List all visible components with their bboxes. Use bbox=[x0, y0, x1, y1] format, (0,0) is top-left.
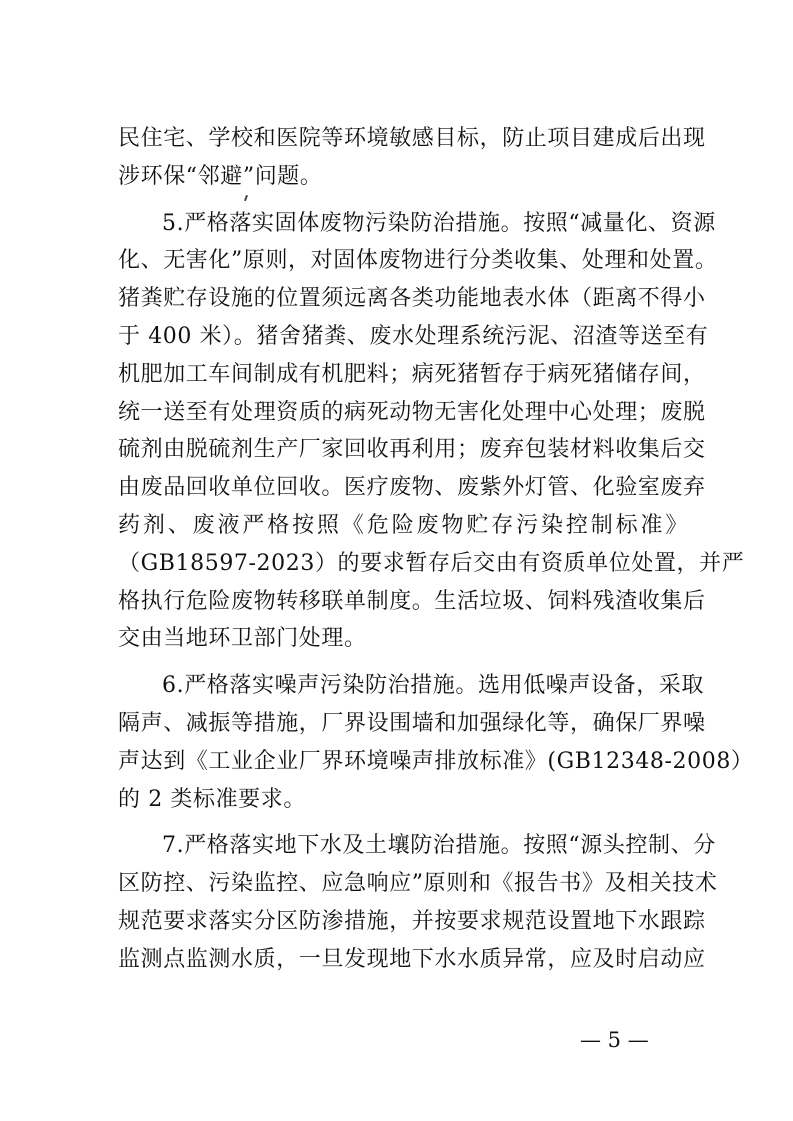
text-line: 监测点监测水质，一旦发现地下水水质异常，应及时启动应 bbox=[118, 946, 706, 972]
paragraph bbox=[118, 667, 754, 818]
text-line: 民住宅、学校和医院等环境敏感目标，防止项目建成后出现 bbox=[118, 126, 706, 151]
text-line: 7.严格落实地下水及土壤防治措施。按照“源头控制、分 bbox=[162, 833, 716, 859]
text-line: （GB18597-2023）的要求暂存后交由有资质单位处置，并严 bbox=[118, 550, 745, 576]
paragraph bbox=[118, 205, 745, 659]
paragraph bbox=[118, 827, 718, 978]
document-body bbox=[118, 120, 754, 979]
text-line: 规范要求落实分区防渗措施，并按要求规范设置地下水跟踪 bbox=[118, 908, 706, 934]
text-line: 涉环保“邻避”问题。 bbox=[118, 163, 323, 189]
page-number: — 5 — bbox=[580, 1028, 649, 1052]
text-line: 区防控、污染监控、应急响应”原则和《报告书》及相关技术 bbox=[118, 871, 718, 897]
text-line: 于 400 米）。猪舍猪粪、废水处理系统污泥、沼渣等送至有 bbox=[118, 323, 709, 349]
paragraph bbox=[118, 120, 706, 196]
text-line: 由废品回收单位回收。医疗废物、废紫外灯管、化验室废弃 bbox=[118, 475, 706, 501]
text-line: 5.严格落实固体废物污染防治措施。按照“减量化、资源 bbox=[162, 210, 716, 236]
text-line: 格执行危险废物转移联单制度。生活垃圾、饲料残渣收集后 bbox=[118, 588, 706, 614]
text-line: 6.严格落实噪声污染防治措施。选用低噪声设备，采取 bbox=[162, 673, 704, 699]
text-line: 交由当地环卫部门处理。 bbox=[118, 626, 367, 652]
text-line: 猪粪贮存设施的位置须远离各类功能地表水体（距离不得小 bbox=[118, 286, 706, 312]
text-line: 药剂、废液严格按照《危险废物贮存污染控制标准》 bbox=[118, 512, 688, 538]
text-line: 的 2 类标准要求。 bbox=[118, 786, 306, 812]
text-line: 统一送至有处理资质的病死动物无害化处理中心处理；废脱 bbox=[118, 399, 706, 425]
text-line: 化、无害化”原则，对固体废物进行分类收集、处理和处置。 bbox=[118, 248, 718, 274]
text-line: 硫剂由脱硫剂生产厂家回收再利用；废弃包装材料收集后交 bbox=[118, 437, 706, 463]
text-line: 声达到《工业企业厂界环境噪声排放标准》(GB12348-2008） bbox=[118, 748, 754, 774]
text-line: 隔声、减振等措施，厂界设围墙和加强绿化等，确保厂界噪 bbox=[118, 710, 706, 736]
text-line: 机肥加工车间制成有机肥料；病死猪暂存于病死猪储存间， bbox=[118, 361, 706, 387]
